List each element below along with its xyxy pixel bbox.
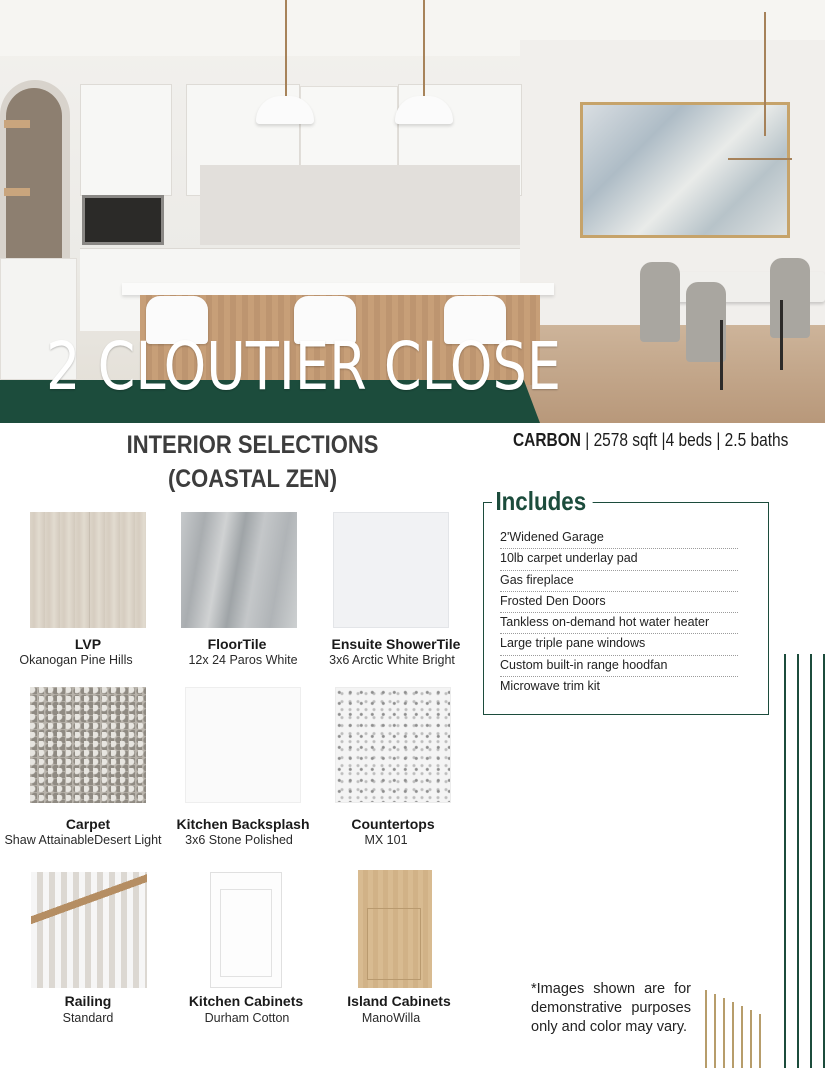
list-item: Custom built-in range hoodfan [500, 656, 738, 677]
list-item: Large triple pane windows [500, 634, 738, 655]
hero-microwave [82, 195, 164, 245]
hero-wall-painting [580, 102, 790, 238]
railing-swatch [31, 872, 147, 988]
hero-upper-cabinet [80, 84, 172, 196]
ensuite-showertile-swatch [333, 512, 449, 628]
hero-island-countertop [122, 283, 554, 295]
countertops-swatch [335, 687, 451, 803]
kitchen-cabinets-swatch [210, 872, 282, 988]
selection-name: Countertops [351, 816, 435, 832]
list-item: Microwave trim kit [500, 679, 601, 694]
selection-value: MX 101 [364, 833, 408, 847]
model-specs [513, 430, 788, 451]
hero-photo [0, 0, 825, 423]
selection-value: 3x6 Stone Polished [185, 833, 293, 847]
hero-backsplash [200, 165, 520, 245]
selection-value: ManoWilla [361, 1011, 421, 1025]
hero-chandelier-cord [764, 12, 766, 136]
kitchen-backsplash-swatch [185, 687, 301, 803]
includes-title: Includes [492, 486, 593, 517]
carpet-swatch [30, 687, 146, 803]
decorative-line [810, 654, 812, 1068]
disclaimer-text: *Images shown are for demonstrative purposes only and color may vary. [531, 981, 691, 1035]
model-name: CARBON [513, 430, 581, 450]
list-item: 2'Widened Garage [500, 528, 738, 549]
selection-name: Island Cabinets [347, 993, 451, 1009]
list-item: Tankless on-demand hot water heater [500, 613, 738, 634]
hero-chandelier [728, 136, 792, 160]
selection-name: LVP [74, 636, 102, 652]
lvp-swatch [30, 512, 146, 628]
decorative-line [723, 998, 725, 1068]
selections-heading-line1: INTERIOR SELECTIONS [126, 431, 379, 459]
floortile-swatch [181, 512, 297, 628]
selection-name: Ensuite ShowerTile [331, 636, 461, 652]
cabinet-door-panel [220, 889, 272, 977]
hero-pendant-cord [285, 0, 287, 96]
includes-list [500, 528, 738, 698]
decorative-line [732, 1002, 734, 1068]
decorative-line [705, 990, 707, 1068]
selections-heading-line2: (COASTAL ZEN) [167, 465, 338, 493]
selection-name: Railing [64, 993, 112, 1009]
list-item: Frosted Den Doors [500, 592, 738, 613]
decorative-line [784, 654, 786, 1068]
selection-value: 12x 24 Paros White [188, 653, 298, 667]
decorative-line [741, 1006, 743, 1068]
selection-value: Okanogan Pine Hills [19, 653, 133, 667]
island-cabinets-swatch [358, 870, 432, 988]
selection-name: Kitchen Backsplash [176, 816, 310, 832]
selection-value: Standard [62, 1011, 114, 1025]
selection-name: FloorTile [207, 636, 267, 652]
hero-dining-chair [770, 258, 810, 338]
decorative-line [797, 654, 799, 1068]
decorative-line [759, 1014, 761, 1068]
hero-archway-opening [6, 88, 62, 258]
model-details: | 2578 sqft |4 beds | 2.5 baths [580, 430, 789, 450]
hero-chair-leg [780, 300, 783, 370]
hero-range-hood [300, 86, 398, 168]
selection-value: Durham Cotton [204, 1011, 290, 1025]
hero-dining-chair [640, 262, 680, 342]
hero-chair-leg [720, 320, 723, 390]
page-title: 2 CLOUTIER CLOSE [46, 328, 562, 405]
selection-name: Kitchen Cabinets [188, 993, 304, 1009]
list-item: 10lb carpet underlay pad [500, 549, 738, 570]
cabinet-door-panel [367, 908, 421, 980]
selections-heading [118, 428, 386, 496]
selection-value: Shaw AttainableDesert Light [4, 833, 162, 847]
hero-shelf [4, 120, 30, 128]
list-item: Gas fireplace [500, 571, 738, 592]
hero-pendant-cord [423, 0, 425, 96]
selection-value: 3x6 Arctic White Bright [329, 653, 455, 667]
hero-shelf [4, 188, 30, 196]
decorative-line [714, 994, 716, 1068]
selection-name: Carpet [65, 816, 111, 832]
decorative-line [750, 1010, 752, 1068]
